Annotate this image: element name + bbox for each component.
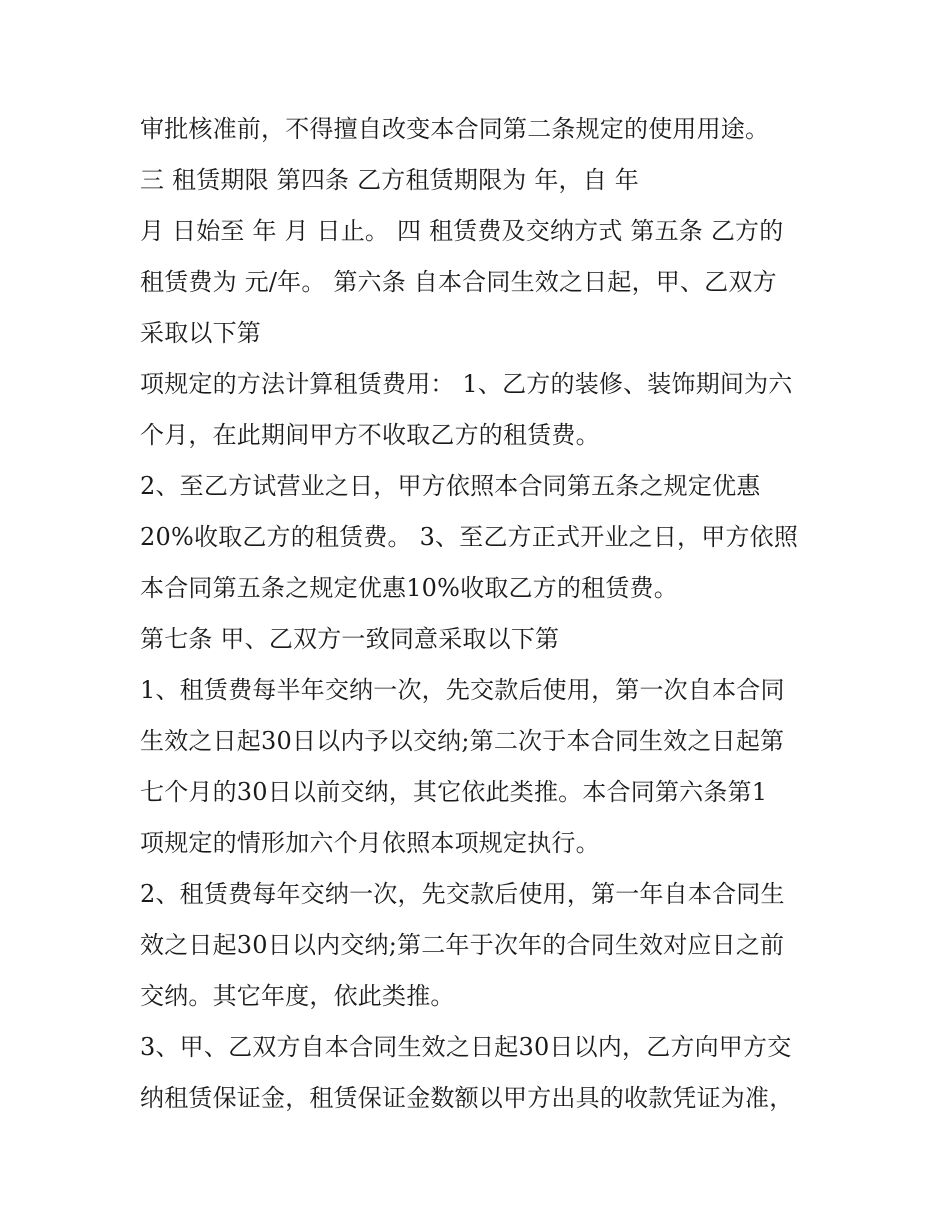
text-line: 审批核准前，不得擅自改变本合同第二条规定的使用用途。	[140, 115, 770, 143]
text-line: 交纳。其它年度，依此类推。	[140, 982, 455, 1010]
document-body	[140, 104, 820, 1124]
text-line: 1、租赁费每半年交纳一次，先交款后使用，第一次自本合同	[140, 676, 785, 704]
text-line: 项规定的情形加六个月依照本项规定执行。	[140, 829, 600, 857]
text-line: 本合同第五条之规定优惠10%收取乙方的租赁费。	[140, 574, 678, 602]
text-line: 采取以下第	[140, 319, 261, 347]
text-line: 个月，在此期间甲方不收取乙方的租赁费。	[140, 421, 600, 449]
text-line: 纳租赁保证金，租赁保证金数额以甲方出具的收款凭证为准，	[140, 1084, 794, 1112]
text-line: 2、租赁费每年交纳一次，先交款后使用，第一年自本合同生	[140, 880, 785, 908]
text-line: 2、至乙方试营业之日，甲方依照本合同第五条之规定优惠	[140, 472, 761, 500]
text-line: 月 日始至 年 月 日止。 四 租赁费及交纳方式 第五条 乙方的	[140, 217, 784, 245]
text-line: 第七条 甲、乙双方一致同意采取以下第	[140, 625, 560, 653]
text-line: 七个月的30日以前交纳，其它依此类推。本合同第六条第1	[140, 778, 768, 806]
text-line: 项规定的方法计算租赁费用： 1、乙方的装修、装饰期间为六	[140, 370, 793, 398]
text-line: 生效之日起30日以内予以交纳;第二次于本合同生效之日起第	[140, 727, 785, 755]
text-line: 3、甲、乙双方自本合同生效之日起30日以内，乙方向甲方交	[140, 1033, 792, 1061]
text-line: 20%收取乙方的租赁费。 3、至乙方正式开业之日，甲方依照	[140, 523, 799, 551]
text-line: 三 租赁期限 第四条 乙方租赁期限为 年，自 年	[140, 166, 639, 194]
text-line: 效之日起30日以内交纳;第二年于次年的合同生效对应日之前	[140, 931, 785, 959]
text-line: 租赁费为 元/年。 第六条 自本合同生效之日起，甲、乙双方	[140, 268, 777, 296]
